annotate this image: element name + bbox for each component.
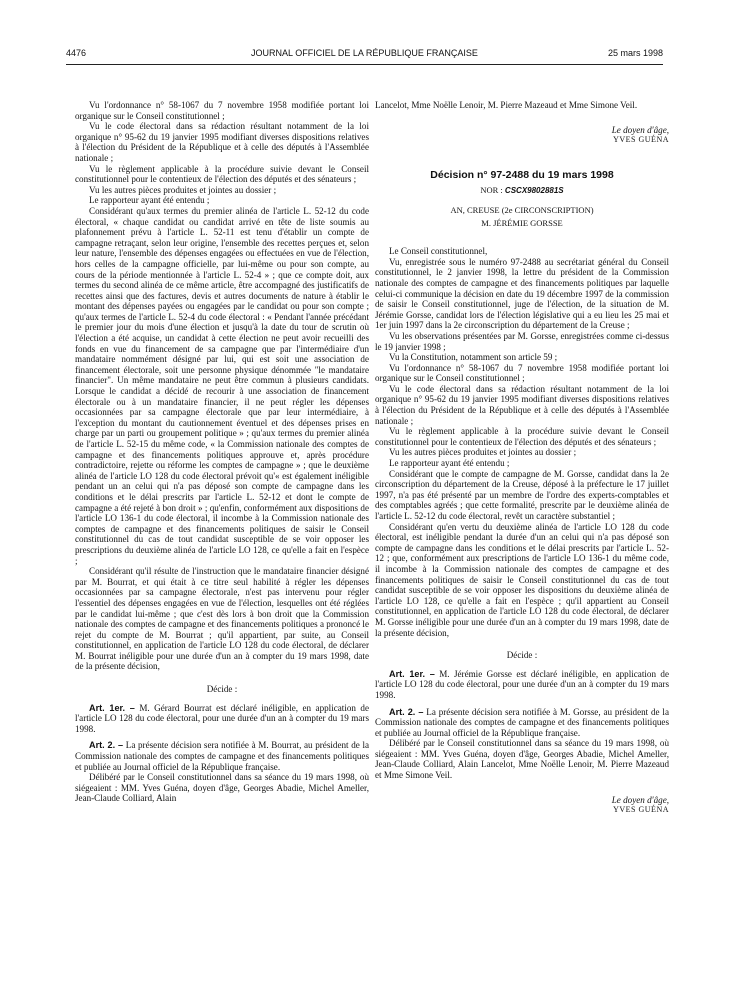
deliberation: Délibéré par le Conseil constitutionnel dans sa séance du 19 mars 1998, où siégeaient : MM. Yves Guéna, doyen d'âge, Georges Abadie, Michel Ameller, Jean-Claude Colliard, Alain [75,772,369,804]
nor-code: CSCX9802881S [504,186,564,196]
article-2-text: La présente décision sera notifiée à M. Gorsse, au président de la Commission nationale des comptes de campagne et des financements politiques et publiée au Journal officiel de la République française. [375,706,669,738]
paragraph: Vu, enregistrée sous le numéro 97-2488 au secrétariat général du Conseil constitutionnel, le 2 janvier 1998, la lettre du président de la Commission nationale des comptes de campagne et des financements politiques par laquelle celui-ci communique la décision en date du 19 décembre 1997 de la commission de saisir le Conseil constitutionnel, juge de l'élection, de la situation de M. Jérémie Gorsse, candidat lors de l'élection législative qui a eu lieu les 25 mai et 1er juin 1997 dans la 2e circonscription du département de la Creuse ; [375,256,669,331]
paragraph: Vu le code électoral dans sa rédaction résultant notamment de la loi organique n° 95-62 du 19 janvier 1995 modifiant diverses dispositions relatives à l'élection du Président de la République et à celle des députés à l'Assemblée nationale ; [75,121,369,163]
signature-name: YVES GUÉNA [613,805,669,815]
article-1-text: M. Gérard Bourrat est déclaré inéligible, en application de l'article LO 128 du code électoral, pour une durée d'un an à compter du 19 mars 1998. [75,702,369,734]
article-1-label: Art. 1er. – [89,702,135,713]
article-1 [75,703,369,735]
nor-line [375,185,669,197]
article-1-text: M. Jérémie Gorsse est déclaré inéligible, en application de l'article LO 128 du code électoral, pour une durée d'un an à compter du 19 mars 1998. [375,668,669,700]
paragraph: Vu l'ordonnance n° 58-1067 du 7 novembre 1958 modifiée portant loi organique sur le Conseil constitutionnel ; [375,362,669,384]
signature-name: YVES GUÉNA [613,135,669,145]
right-column [375,100,669,980]
left-column [75,100,369,980]
signature [375,795,669,816]
header-rule [66,64,663,65]
deliberation: Délibéré par le Conseil constitutionnel dans sa séance du 19 mars 1998, où siégeaient : MM. Yves Guéna, doyen d'âge, Georges Abadie, Michel Ameller, Jean-Claude Colliard, Alain Lancelot, Mme Noëlle Lenoir, M. Pierre Mazeaud et Mme Simone Veil. [375,738,669,781]
page-number: 4476 [66,48,87,58]
paragraph: Considérant qu'aux termes du premier alinéa de l'article L. 52-12 du code électoral, « chaque candidat ou candidat arrivé en tête de liste soumis au plafonnement prévu à l'article L. 52-11 est tenu d'établir un compte de campagne retraçant, selon leur origine, l'ensemble des recettes perçues et, selon leur nature, l'ensemble des dépenses engagées ou effectuées en vue de l'élection, hors celles de la campagne officielle, par lui-même ou pour son compte, au cours de la période mentionnée à l'article L. 52-4 » ; que ce compte doit, aux termes du second alinéa de ce même article, être accompagné des justificatifs de recettes ainsi que des factures, devis et autres documents de nature à établir le montant des dépenses payées ou engagées par le candidat ou pour son compte ; qu'aux termes de l'article L. 52-4 du code électoral : « Pendant l'année précédant le premier jour du mois d'une élection et jusqu'à la date du tour de scrutin où l'élection a été acquise, un candidat à cette élection ne peut avoir recueilli des fonds en vue du financement de sa campagne que par l'intermédiaire d'un mandataire nommément désigné par lui, qui est soit une association de financement électorale, soit une personne physique dénommée "le mandataire financier". Un même mandataire ne peut être commun à plusieurs candidats. Lorsque le candidat a décidé de recourir à une association de financement électorale ou à un mandataire financier, il ne peut régler les dépenses occasionnées par sa campagne électorale que par leur intermédiaire, à l'exception du montant du cautionnement éventuel et des dépenses prises en charge par un parti ou groupement politique » ; qu'aux termes du premier alinéa de l'article L. 52-15 du même code, « la Commission nationale des comptes de campagne et des financements politiques approuve et, après procédure contradictoire, rejette ou réforme les comptes de campagne » ; que le deuxième alinéa de l'article LO 128 du code électoral prévoit qu'« est également inéligible pendant un an celui qui n'a pas déposé son compte de campagne dans les conditions et le délai prescrits par l'article L. 52-12 et dont le compte de campagne a été rejeté à bon droit » ; qu'enfin, conformément aux dispositions de l'article LO 136-1 du code électoral, il incombe à la Commission nationale des comptes de campagne et des financements politiques de saisir le Conseil constitutionnel du cas de tout candidat susceptible de se voir opposer les prescriptions du deuxième alinéa de l'article LO 128, ce qu'elle a fait en l'espèce ; [75,205,369,566]
intro: Le Conseil constitutionnel, [389,246,488,257]
paragraph: Considérant que le compte de campagne de M. Gorsse, candidat dans la 2e circonscription du département de la Creuse, déposé à la préfecture le 17 juillet 1997, n'a pas été présenté par un membre de l'ordre des experts-comptables et des comptables agréés ; que cette formalité, prescrite par le deuxième alinéa de l'article L. 52-12 du code électoral, revêt un caractère substantiel ; [375,468,669,521]
article-2 [375,707,669,739]
article-2-label: Art. 2. – [389,706,424,717]
signature-role: Le doyen d'âge, [611,794,669,805]
decision-title: Décision n° 97-2488 du 19 mars 1998 [430,168,614,181]
journal-title: JOURNAL OFFICIEL DE LA RÉPUBLIQUE FRANÇAISE [251,48,478,58]
signature [375,125,669,146]
paragraph: Vu les autres pièces produites et jointes au dossier ; [389,447,577,458]
paragraph: Vu le code électoral dans sa rédaction résultant notamment de la loi organique n° 95-62 du 19 janvier 1995 modifiant diverses dispositions relatives à l'élection du Président de la République et à celle des députés à l'Assemblée nationale ; [375,383,669,426]
decide-heading: Décide : [206,684,238,695]
paragraph: Le rapporteur ayant été entendu ; [389,458,510,469]
issue-date: 25 mars 1998 [607,48,663,58]
candidate-name: M. JÉRÉMIE GORSSE [481,217,563,228]
article-2-text: La présente décision sera notifiée à M. Bourrat, au président de la Commission nationale des comptes de campagne et des financements politiques et publiée au Journal officiel de la République française. [75,740,369,772]
paragraph: Vu le règlement applicable à la procédure suivie devant le Conseil constitutionnel pour le contentieux de l'élection des députés et des sénateurs ; [375,426,669,447]
decide-heading: Décide : [506,650,538,661]
paragraph: Vu l'ordonnance n° 58-1067 du 7 novembre 1958 modifiée portant loi organique sur le Conseil constitutionnel ; [75,100,369,121]
article-2 [75,740,369,772]
paragraph: Vu le règlement applicable à la procédure suivie devant le Conseil constitutionnel pour le contentieux de l'élection des députés et des sénateurs ; [75,163,369,185]
page-header [66,48,663,64]
signature-role: Le doyen d'âge, [611,124,669,135]
article-1-label: Art. 1er. – [389,668,435,679]
paragraph: Vu les observations présentées par M. Gorsse, enregistrées comme ci-dessus le 19 janvier 1998 ; [375,330,669,352]
nor-label: NOR : [480,185,503,196]
paragraph: Considérant qu'en vertu du deuxième alinéa de l'article LO 128 du code électoral, est inéligible pendant la durée d'un an celui qui n'a pas déposé son compte de campagne dans les conditions et le délai prescrits par l'article L. 52-12 ; que, conformément aux prescriptions de l'article LO 136-1 du même code, il incombe à la Commission nationale des comptes de campagne et des financements politiques de saisir le Conseil constitutionnel du cas de tout candidat susceptible de se voir opposer les dispositions du deuxième alinéa de l'article LO 128, ce qu'elle a fait en l'espèce ; qu'il appartient au Conseil constitutionnel, en application de l'article LO 128 du code électoral, de déclarer M. Gorsse inéligible pour une durée d'un an à compter du 19 mars 1998, date de la présente décision, [375,521,669,638]
paragraph: Considérant qu'il résulte de l'instruction que le mandataire financier désigné par M. Bourrat, et qui était à ce titre seul habilité à régler les dépenses occasionnées par sa campagne électorale, n'est pas intervenu pour régler l'essentiel des dépenses engagées en vue de l'élection, lesquelles ont été réglées par le candidat lui-même ; que c'est dès lors à bon droit que la Commission nationale des comptes de campagne et des financements politiques a prononcé le rejet du compte de M. Bourrat ; qu'il appartient, par suite, au Conseil constitutionnel, en application de l'article LO 128 du code électoral, de déclarer M. Bourrat inéligible pour une durée d'un an à compter du 19 mars 1998, date de la présente décision, [75,566,369,672]
article-2-label: Art. 2. – [89,740,124,751]
constituency: AN, CREUSE (2e CIRCONSCRIPTION) [450,204,594,215]
article-1 [375,669,669,701]
paragraph: Vu les autres pièces produites et jointes au dossier ; [89,184,277,195]
paragraph: Vu la Constitution, notamment son article 59 ; [389,352,558,363]
deliberation-continued: Lancelot, Mme Noëlle Lenoir, M. Pierre Mazeaud et Mme Simone Veil. [375,100,638,110]
paragraph: Le rapporteur ayant été entendu ; [89,195,210,206]
